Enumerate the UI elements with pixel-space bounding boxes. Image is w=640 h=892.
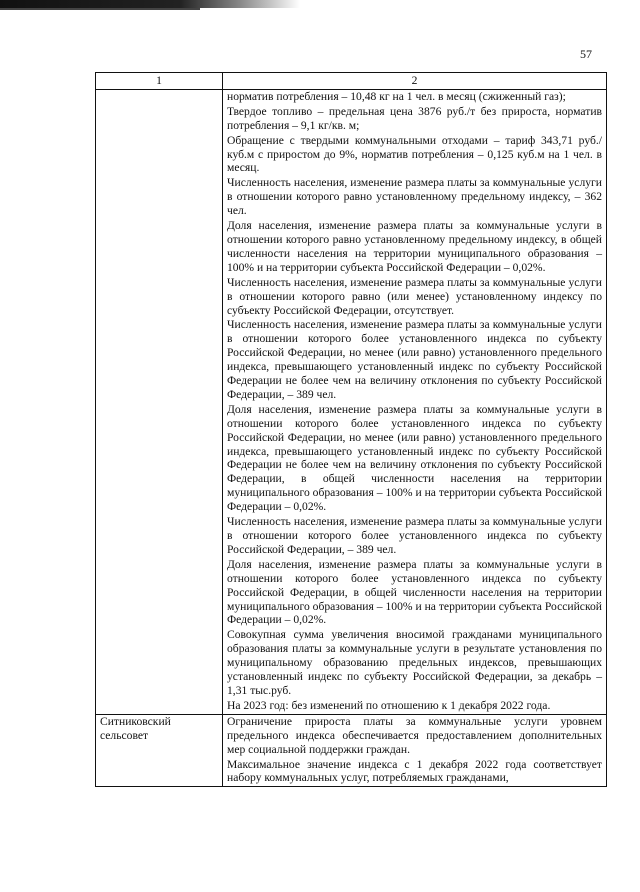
table-row [96,89,607,714]
municipality-cell [96,89,223,714]
page-number: 57 [580,47,592,61]
column-header-1: 1 [96,73,223,90]
table-row [96,714,607,787]
paragraph: Численность населения, изменение размера платы за коммунальные услуги в отношении которого равно (или менее) установленному индексу по субъекту Российской Федерации, отсутствует. [227,275,602,317]
scan-artifact [0,0,300,8]
document-table [95,72,607,787]
paragraph: Доля населения, изменение размера платы за коммунальные услуги в отношении которого равно установленному предельному индексу, в общей численности населения на территории муниципального образования – 100% и на территории субъекта Российской Федерации – 0,02%. [227,219,602,274]
paragraph: Совокупная сумма увеличения вносимой гражданами муниципального образования платы за коммунальные услуги в результате установления по муниципальному образованию предельных индексов, превышающих установленный индекс по субъекту Российской Федерации, за декабрь – 1,31 тыс.руб. [227,628,602,697]
paragraph: На 2023 год: без изменений по отношению к 1 декабря 2022 года. [227,698,551,712]
paragraph: Твердое топливо – предельная цена 3876 руб./т без прироста, норматив потребления – 9,1 кг/кв. м; [227,104,602,132]
scan-artifact-line [0,8,200,10]
paragraph: Максимальное значение индекса с 1 декабря 2022 года соответствует набору коммунальных услуг, потребляемых гражданами, [227,757,602,785]
paragraph: Доля населения, изменение размера платы за коммунальные услуги в отношении которого более установленного индекса по субъекту Российской Федерации, в общей численности населения на территории муниципального образования – 100% и на территории субъекта Российской Федерации – 0,02%. [227,557,602,627]
paragraph: Численность населения, изменение размера платы за коммунальные услуги в отношении которого более установленного индекса по субъекту Российской Федерации, но менее (или равно) установленного предельного индекса, превышающего установленный индекс по субъекту Российской Федерации не более чем на величину отклонения по субъекту Российской Федерации, – 389 чел. [227,318,602,401]
description-cell [223,89,607,714]
paragraph: Обращение с твердыми коммунальными отходами – тариф 343,71 руб./куб.м с приростом до 9%, норматив потребления – 0,125 куб.м на 1 чел. в месяц. [227,133,602,175]
description-cell [223,714,607,787]
column-header-2: 2 [223,73,607,90]
paragraph: норматив потребления – 10,48 кг на 1 чел. в месяц (сжиженный газ); [227,89,566,103]
paragraph: Численность населения, изменение размера платы за коммунальные услуги в отношении которого более установленного индекса по субъекту Российской Федерации, – 389 чел. [227,515,602,556]
paragraph: Численность населения, изменение размера платы за коммунальные услуги в отношении которого равно установленному предельному индексу, – 362 чел. [227,176,602,218]
paragraph: Ограничение прироста платы за коммунальные услуги уровнем предельного индекса обеспечивается предоставлением дополнительных мер социальной поддержки граждан. [227,714,602,756]
table-header-row [96,73,607,90]
municipality-cell: Ситниковский сельсовет [96,714,223,787]
paragraph: Доля населения, изменение размера платы за коммунальные услуги в отношении которого более установленного индекса по субъекту Российской Федерации, но менее (или равно) установленного предельного индекса, превышающего установленный индекс по субъекту Российской Федерации не более чем на величину отклонения по субъекту Российской Федерации, в общей численности населения на территории муниципального образования – 100% и на территории субъекта Российской Федерации – 0,02%. [227,402,602,514]
